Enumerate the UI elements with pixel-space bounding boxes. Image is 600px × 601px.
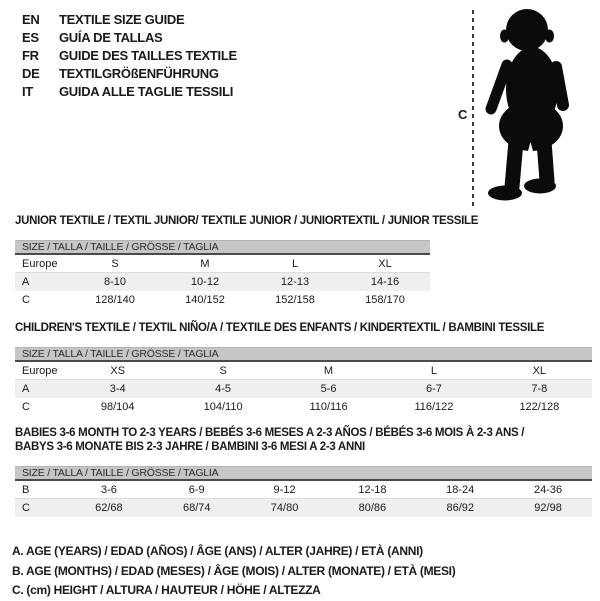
lang-title: TEXTILE SIZE GUIDE	[59, 12, 185, 27]
size-cell: XL	[378, 258, 392, 270]
lang-row-fr	[22, 47, 237, 65]
legend-notes	[12, 542, 455, 601]
size-cell: 6-7	[425, 383, 442, 395]
table-rows	[15, 362, 592, 416]
size-cell: 62/68	[95, 502, 123, 514]
lang-row-it	[22, 83, 237, 101]
size-cell: 122/128	[519, 401, 560, 413]
row-label: A	[22, 383, 30, 395]
size-cell: 9-12	[273, 484, 296, 496]
size-cell: 4-5	[215, 383, 232, 395]
size-cell: 128/140	[95, 294, 135, 306]
size-cell: 92/98	[534, 502, 562, 514]
size-cell: 3-4	[109, 383, 126, 395]
note-age-months: B. AGE (MONTHS) / EDAD (MESES) / ÂGE (MOIS) / ALTER (MONATE) / ETÀ (MESI)	[12, 563, 456, 578]
table-row	[15, 499, 592, 517]
size-cell: 116/122	[414, 401, 454, 413]
lang-title: GUIDA ALLE TAGLIE TESSILI	[59, 84, 234, 99]
size-cell: 140/152	[185, 294, 225, 306]
height-measure-dashed-line	[472, 10, 474, 208]
size-cell: 5-6	[320, 383, 337, 395]
row-label: Europe	[22, 365, 58, 377]
row-label: C	[22, 294, 30, 306]
table-title	[15, 214, 479, 228]
lang-row-en	[22, 11, 237, 29]
table-row	[15, 291, 430, 309]
size-cell: 7-8	[531, 383, 548, 395]
babies-textile-table	[15, 426, 592, 517]
lang-title: GUIDE DES TAILLES TEXTILE	[59, 48, 237, 63]
table-title	[15, 426, 592, 454]
table-title-line: JUNIOR TEXTILE / TEXTIL JUNIOR/ TEXTILE JUNIOR / JUNIORTEXTIL / JUNIOR TESSILE	[15, 215, 479, 227]
note-age-years: A. AGE (YEARS) / EDAD (AÑOS) / ÂGE (ANS) / ALTER (JAHRE) / ETÀ (ANNI)	[12, 544, 423, 558]
size-cell: XL	[532, 365, 547, 377]
size-cell: XS	[110, 365, 126, 377]
children-textile-table	[15, 321, 592, 416]
size-cell: 10-12	[190, 276, 220, 288]
size-cell: 68/74	[182, 502, 211, 514]
size-cell: L	[430, 365, 437, 377]
size-cell: M	[200, 258, 210, 270]
junior-textile-table	[15, 214, 479, 309]
lang-code: IT	[22, 84, 33, 99]
lang-row-es	[22, 29, 237, 47]
table-row	[15, 273, 430, 291]
size-cell: 14-16	[370, 276, 400, 288]
table-title-line: BABIES 3-6 MONTH TO 2-3 YEARS / BEBÉS 3-6 MESES A 2-3 AÑOS / BÉBÉS 3-6 MOIS À 2-3 ANS /	[15, 427, 525, 439]
row-label: C	[22, 401, 30, 413]
language-title-list	[22, 11, 237, 101]
size-cell: S	[219, 365, 227, 377]
lang-row-de	[22, 65, 237, 83]
size-cell: 12-18	[358, 484, 387, 496]
size-cell: 152/158	[275, 294, 315, 306]
lang-code: EN	[22, 12, 40, 27]
table-row	[15, 255, 430, 273]
lang-code: FR	[22, 48, 39, 63]
lang-title: TEXTILGRÖßENFÜHRUNG	[59, 66, 219, 81]
row-label: C	[22, 502, 30, 514]
size-cell: 8-10	[103, 276, 127, 288]
lang-title: GUÍA DE TALLAS	[59, 30, 163, 45]
size-cell: M	[323, 365, 334, 377]
size-cell: 12-13	[280, 276, 310, 288]
size-cell: 98/104	[100, 401, 135, 413]
size-cell: S	[111, 258, 119, 270]
table-title-line: BABYS 3-6 MONATE BIS 2-3 JAHRE / BAMBINI 3-6 MESI A 2-3 ANNI	[15, 441, 365, 453]
size-header-bar: SIZE / TALLA / TAILLE / GRÖSSE / TAGLIA	[15, 240, 430, 255]
size-cell: 24-36	[533, 484, 563, 496]
table-row	[15, 398, 592, 416]
size-cell: 104/110	[203, 401, 243, 413]
table-row	[15, 362, 592, 380]
size-cell: 74/80	[270, 502, 299, 514]
row-label: Europe	[22, 258, 58, 270]
size-header-bar: SIZE / TALLA / TAILLE / GRÖSSE / TAGLIA	[15, 466, 592, 481]
size-cell: 80/86	[358, 502, 387, 514]
size-header-bar: SIZE / TALLA / TAILLE / GRÖSSE / TAGLIA	[15, 347, 592, 362]
size-cell: 6-9	[188, 484, 205, 496]
height-measure-label: C	[458, 107, 468, 122]
note-height-cm: C. (cm) HEIGHT / ALTURA / HAUTEUR / HÖHE / ALTEZZA	[12, 583, 321, 597]
table-rows	[15, 255, 430, 309]
size-cell: 110/116	[309, 401, 348, 413]
lang-code: ES	[22, 30, 39, 45]
size-cell: L	[291, 258, 299, 270]
table-rows	[15, 481, 592, 517]
table-row	[15, 481, 592, 499]
table-title	[15, 321, 592, 335]
table-title-line: CHILDREN'S TEXTILE / TEXTIL NIÑO/A / TEXTILE DES ENFANTS / KINDERTEXTIL / BAMBINI TESSILE	[15, 322, 545, 334]
table-row	[15, 380, 592, 398]
size-cell: 3-6	[100, 484, 117, 496]
size-cell: 86/92	[446, 502, 474, 514]
baby-silhouette	[478, 5, 586, 207]
size-cell: 158/170	[365, 294, 405, 306]
row-label: B	[22, 484, 30, 496]
size-cell: 18-24	[446, 484, 475, 496]
row-label: A	[22, 276, 30, 288]
lang-code: DE	[22, 66, 40, 81]
